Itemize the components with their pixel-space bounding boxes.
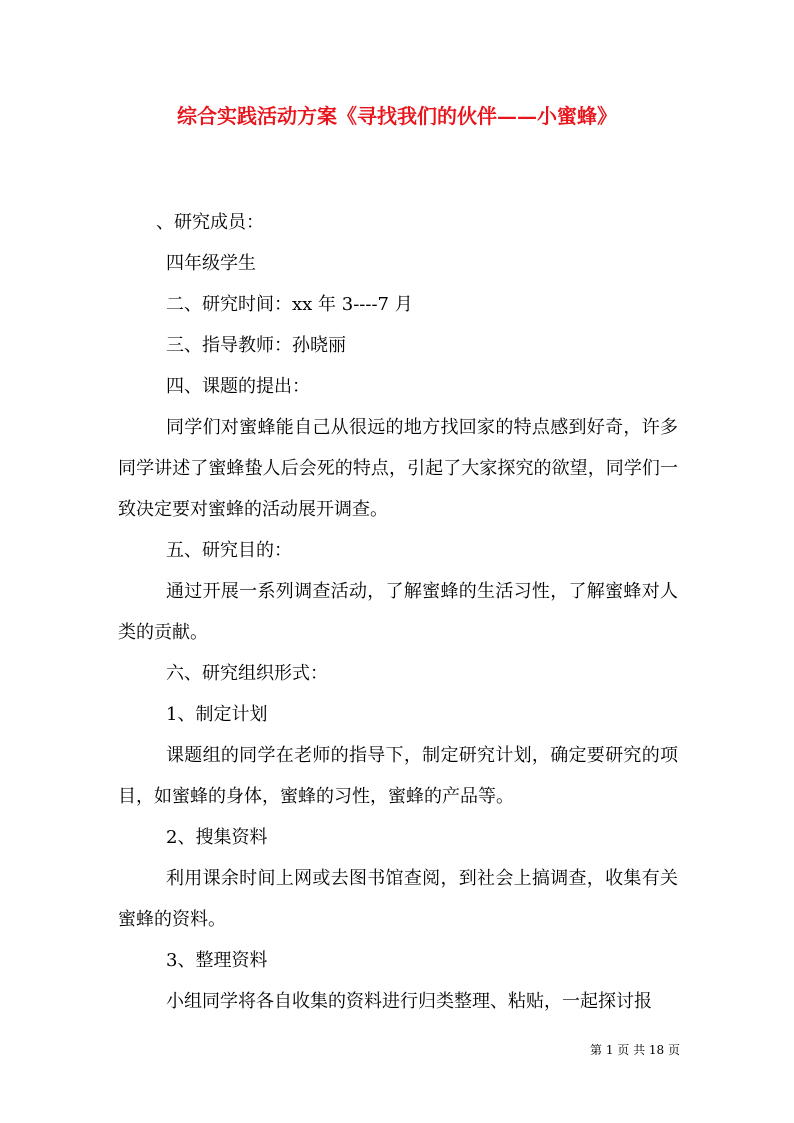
section-research-time: 二、研究时间：xx 年 3----7 月 (166, 294, 413, 315)
members-value: 四年级学生 (166, 253, 256, 274)
document-title: 综合实践活动方案《寻找我们的伙伴——小蜜蜂》 (177, 104, 617, 128)
section-instructor: 三、指导教师：孙晓丽 (166, 335, 346, 356)
collect-materials-body: 利用课余时间上网或去图书馆查阅，到社会上搞调查，收集有关蜜蜂的资料。 (118, 868, 678, 930)
step-make-plan: 1、制定计划 (166, 704, 268, 725)
topic-origin-body: 同学们对蜜蜂能自己从很远的地方找回家的特点感到好奇，许多同学讲述了蜜蜂蛰人后会死的特点，引起了大家探究的欲望，同学们一致决定要对蜜蜂的活动展开调查。 (118, 417, 678, 520)
research-purpose-body: 通过开展一系列调查活动，了解蜜蜂的生活习性，了解蜜蜂对人类的贡献。 (118, 581, 678, 643)
step-collect-materials: 2、搜集资料 (166, 827, 268, 848)
page-number-footer: 第 1 页 共 18 页 (590, 1043, 680, 1057)
section-research-purpose: 五、研究目的： (166, 540, 292, 561)
organize-materials-body: 小组同学将各自收集的资料进行归类整理、粘贴，一起探讨报 (166, 991, 652, 1012)
section-topic-origin: 四、课题的提出： (166, 376, 310, 397)
step-organize-materials: 3、整理资料 (166, 950, 268, 971)
make-plan-body: 课题组的同学在老师的指导下，制定研究计划，确定要研究的项目，如蜜蜂的身体，蜜蜂的习性，蜜蜂的产品等。 (118, 745, 678, 807)
section-research-members: 、研究成员： (156, 212, 264, 233)
section-organization-form: 六、研究组织形式： (166, 663, 328, 684)
